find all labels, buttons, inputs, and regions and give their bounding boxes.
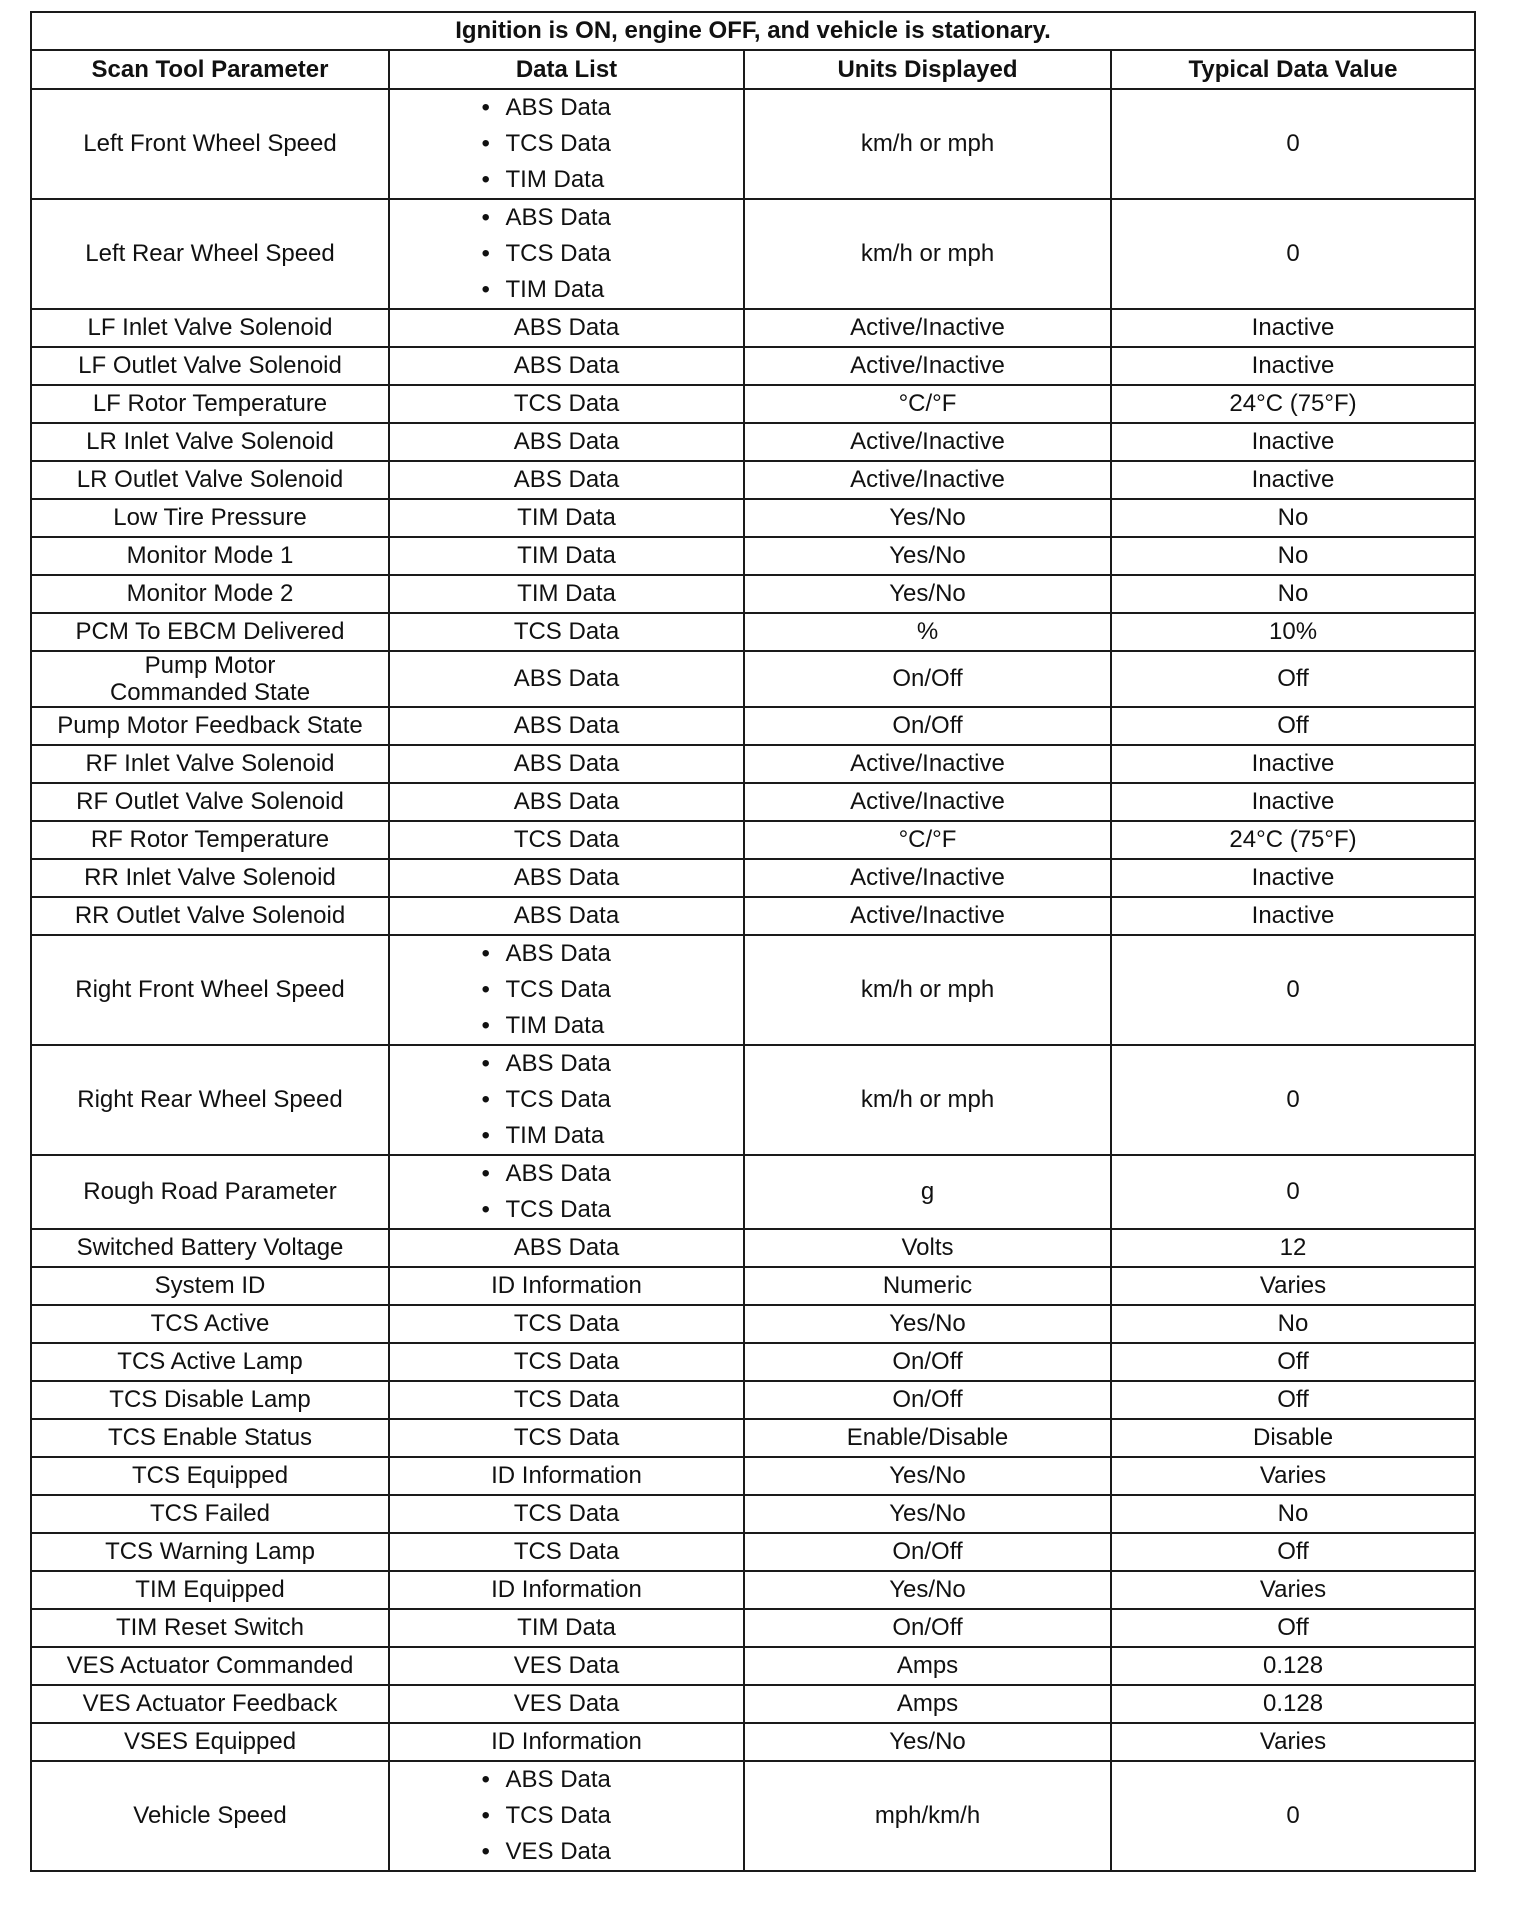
table-row — [31, 651, 1475, 707]
table-row — [31, 1723, 1475, 1761]
parameter-cell: Vehicle Speed — [31, 1761, 389, 1871]
units-cell: km/h or mph — [744, 199, 1111, 309]
table-row — [31, 1343, 1475, 1381]
data-list-cell: ABS Data — [389, 897, 744, 935]
parameter-cell: Right Front Wheel Speed — [31, 935, 389, 1045]
parameter-cell: VES Actuator Feedback — [31, 1685, 389, 1723]
parameter-cell: LR Inlet Valve Solenoid — [31, 423, 389, 461]
data-list-cell: TCS Data — [389, 1305, 744, 1343]
units-cell: On/Off — [744, 1609, 1111, 1647]
data-list-cell: TCS Data — [389, 1419, 744, 1457]
data-list-cell: TIM Data — [389, 1609, 744, 1647]
parameter-cell: Monitor Mode 1 — [31, 537, 389, 575]
typical-value-cell: Inactive — [1111, 859, 1475, 897]
data-list-item: • ABS Data — [482, 90, 652, 126]
data-list-item: • ABS Data — [482, 936, 652, 972]
table-row — [31, 461, 1475, 499]
parameter-cell: Monitor Mode 2 — [31, 575, 389, 613]
data-list-cell — [389, 1155, 744, 1229]
data-list-cell: TCS Data — [389, 385, 744, 423]
parameter-cell: VES Actuator Commanded — [31, 1647, 389, 1685]
data-list-item: • ABS Data — [482, 1156, 652, 1192]
typical-value-cell: Off — [1111, 707, 1475, 745]
data-list-cell: VES Data — [389, 1647, 744, 1685]
units-cell: Yes/No — [744, 1305, 1111, 1343]
units-cell: Amps — [744, 1647, 1111, 1685]
data-list-cell — [389, 1045, 744, 1155]
table-row — [31, 385, 1475, 423]
typical-value-cell: Inactive — [1111, 745, 1475, 783]
data-list-cell: TCS Data — [389, 1343, 744, 1381]
units-cell: Active/Inactive — [744, 461, 1111, 499]
table-body — [31, 89, 1475, 1871]
units-cell: On/Off — [744, 1381, 1111, 1419]
parameter-cell: System ID — [31, 1267, 389, 1305]
units-cell: % — [744, 613, 1111, 651]
table-row — [31, 575, 1475, 613]
data-list-items — [482, 1156, 652, 1228]
table-row — [31, 1609, 1475, 1647]
units-cell: km/h or mph — [744, 1045, 1111, 1155]
table-row — [31, 1457, 1475, 1495]
table-row — [31, 1495, 1475, 1533]
table-row — [31, 1381, 1475, 1419]
units-cell: Yes/No — [744, 575, 1111, 613]
data-list-cell: TIM Data — [389, 537, 744, 575]
typical-value-cell: Inactive — [1111, 461, 1475, 499]
units-cell: On/Off — [744, 707, 1111, 745]
table-row — [31, 707, 1475, 745]
units-cell: °C/°F — [744, 385, 1111, 423]
data-list-cell — [389, 199, 744, 309]
table-row — [31, 1267, 1475, 1305]
parameter-cell: Left Rear Wheel Speed — [31, 199, 389, 309]
units-cell: Yes/No — [744, 499, 1111, 537]
typical-value-cell: Inactive — [1111, 309, 1475, 347]
data-list-item: • ABS Data — [482, 200, 652, 236]
typical-value-cell: 0 — [1111, 199, 1475, 309]
typical-value-cell: Inactive — [1111, 783, 1475, 821]
parameter-cell: Rough Road Parameter — [31, 1155, 389, 1229]
data-list-cell: TCS Data — [389, 1381, 744, 1419]
typical-value-cell: 0 — [1111, 1045, 1475, 1155]
table-row — [31, 1533, 1475, 1571]
parameter-cell: TCS Active Lamp — [31, 1343, 389, 1381]
data-list-cell: ID Information — [389, 1723, 744, 1761]
parameter-cell: TCS Equipped — [31, 1457, 389, 1495]
table-row — [31, 1045, 1475, 1155]
table-row — [31, 745, 1475, 783]
data-list-items — [482, 200, 652, 308]
table-row — [31, 347, 1475, 385]
table-row — [31, 613, 1475, 651]
data-list-cell — [389, 89, 744, 199]
data-list-cell: TCS Data — [389, 1495, 744, 1533]
typical-value-cell: 0.128 — [1111, 1647, 1475, 1685]
units-cell: mph/km/h — [744, 1761, 1111, 1871]
typical-value-cell: Inactive — [1111, 347, 1475, 385]
parameter-cell: LF Rotor Temperature — [31, 385, 389, 423]
units-cell: On/Off — [744, 1533, 1111, 1571]
table-title: Ignition is ON, engine OFF, and vehicle is stationary. — [31, 12, 1475, 50]
data-list-item: • TCS Data — [482, 126, 652, 162]
table-row — [31, 935, 1475, 1045]
parameter-cell: LF Inlet Valve Solenoid — [31, 309, 389, 347]
typical-value-cell: No — [1111, 1495, 1475, 1533]
table-row — [31, 1761, 1475, 1871]
parameter-cell: TCS Active — [31, 1305, 389, 1343]
units-cell: Active/Inactive — [744, 309, 1111, 347]
data-list-item: • TIM Data — [482, 272, 652, 308]
parameter-cell: TCS Enable Status — [31, 1419, 389, 1457]
header-typical-data-value: Typical Data Value — [1111, 50, 1475, 89]
units-cell: Volts — [744, 1229, 1111, 1267]
data-list-cell: ABS Data — [389, 309, 744, 347]
data-list-cell: ABS Data — [389, 423, 744, 461]
table-row — [31, 89, 1475, 199]
parameter-cell: TCS Warning Lamp — [31, 1533, 389, 1571]
typical-value-cell: Off — [1111, 1343, 1475, 1381]
units-cell: On/Off — [744, 1343, 1111, 1381]
data-list-item: • TIM Data — [482, 162, 652, 198]
data-list-cell: ABS Data — [389, 745, 744, 783]
header-scan-tool-parameter: Scan Tool Parameter — [31, 50, 389, 89]
table-row — [31, 1685, 1475, 1723]
typical-value-cell: Inactive — [1111, 897, 1475, 935]
data-list-cell — [389, 935, 744, 1045]
data-list-item: • TCS Data — [482, 1798, 652, 1834]
units-cell: °C/°F — [744, 821, 1111, 859]
table-title-row — [31, 12, 1475, 50]
table-row — [31, 897, 1475, 935]
parameter-cell: RF Outlet Valve Solenoid — [31, 783, 389, 821]
parameter-cell: LF Outlet Valve Solenoid — [31, 347, 389, 385]
data-list-items — [482, 1046, 652, 1154]
units-cell: Active/Inactive — [744, 783, 1111, 821]
table-row — [31, 1571, 1475, 1609]
parameter-cell: VSES Equipped — [31, 1723, 389, 1761]
typical-value-cell: No — [1111, 575, 1475, 613]
units-cell: Yes/No — [744, 537, 1111, 575]
table-row — [31, 1229, 1475, 1267]
typical-value-cell: Varies — [1111, 1457, 1475, 1495]
typical-value-cell: Off — [1111, 1609, 1475, 1647]
table-row — [31, 199, 1475, 309]
data-list-cell: TCS Data — [389, 821, 744, 859]
typical-value-cell: 0 — [1111, 935, 1475, 1045]
data-list-cell: ID Information — [389, 1267, 744, 1305]
typical-value-cell: Disable — [1111, 1419, 1475, 1457]
typical-value-cell: Off — [1111, 651, 1475, 707]
units-cell: Yes/No — [744, 1495, 1111, 1533]
table-row — [31, 1305, 1475, 1343]
header-units-displayed: Units Displayed — [744, 50, 1111, 89]
header-data-list: Data List — [389, 50, 744, 89]
parameter-cell: TIM Equipped — [31, 1571, 389, 1609]
data-list-item: • TCS Data — [482, 1192, 652, 1228]
units-cell: Active/Inactive — [744, 423, 1111, 461]
typical-value-cell: 0.128 — [1111, 1685, 1475, 1723]
units-cell: km/h or mph — [744, 935, 1111, 1045]
parameter-cell: TIM Reset Switch — [31, 1609, 389, 1647]
data-list-item: • ABS Data — [482, 1046, 652, 1082]
typical-value-cell: 24°C (75°F) — [1111, 821, 1475, 859]
table-row — [31, 1419, 1475, 1457]
typical-value-cell: 0 — [1111, 1155, 1475, 1229]
parameter-cell: TCS Failed — [31, 1495, 389, 1533]
typical-value-cell: 0 — [1111, 1761, 1475, 1871]
typical-value-cell: Off — [1111, 1533, 1475, 1571]
data-list-items — [482, 1762, 652, 1870]
parameter-cell: RR Inlet Valve Solenoid — [31, 859, 389, 897]
data-list-cell: ABS Data — [389, 707, 744, 745]
data-list-item: • TIM Data — [482, 1118, 652, 1154]
typical-value-cell: 12 — [1111, 1229, 1475, 1267]
table-row — [31, 1647, 1475, 1685]
data-list-cell: ABS Data — [389, 651, 744, 707]
data-list-item: • VES Data — [482, 1834, 652, 1870]
parameter-cell: Pump Motor Feedback State — [31, 707, 389, 745]
units-cell: Active/Inactive — [744, 745, 1111, 783]
units-cell: Numeric — [744, 1267, 1111, 1305]
parameter-cell: RR Outlet Valve Solenoid — [31, 897, 389, 935]
typical-value-cell: 0 — [1111, 89, 1475, 199]
data-list-cell — [389, 1761, 744, 1871]
units-cell: Yes/No — [744, 1571, 1111, 1609]
scan-tool-data-table — [30, 11, 1476, 1872]
units-cell: Amps — [744, 1685, 1111, 1723]
data-list-item: • TCS Data — [482, 236, 652, 272]
parameter-cell: Left Front Wheel Speed — [31, 89, 389, 199]
data-list-cell: ID Information — [389, 1571, 744, 1609]
table-row — [31, 309, 1475, 347]
typical-value-cell: Inactive — [1111, 423, 1475, 461]
typical-value-cell: Varies — [1111, 1267, 1475, 1305]
table-header-row — [31, 50, 1475, 89]
units-cell: Active/Inactive — [744, 897, 1111, 935]
data-list-cell: ABS Data — [389, 1229, 744, 1267]
parameter-cell: Pump Motor Commanded State — [31, 651, 389, 707]
typical-value-cell: No — [1111, 1305, 1475, 1343]
table-row — [31, 1155, 1475, 1229]
units-cell: Enable/Disable — [744, 1419, 1111, 1457]
units-cell: Yes/No — [744, 1457, 1111, 1495]
parameter-cell: TCS Disable Lamp — [31, 1381, 389, 1419]
typical-value-cell: 10% — [1111, 613, 1475, 651]
typical-value-cell: Varies — [1111, 1571, 1475, 1609]
parameter-cell: RF Inlet Valve Solenoid — [31, 745, 389, 783]
typical-value-cell: 24°C (75°F) — [1111, 385, 1475, 423]
typical-value-cell: No — [1111, 499, 1475, 537]
parameter-cell: PCM To EBCM Delivered — [31, 613, 389, 651]
parameter-cell: LR Outlet Valve Solenoid — [31, 461, 389, 499]
parameter-cell: Switched Battery Voltage — [31, 1229, 389, 1267]
data-list-cell: TCS Data — [389, 1533, 744, 1571]
data-list-cell: ABS Data — [389, 461, 744, 499]
data-list-cell: ABS Data — [389, 859, 744, 897]
typical-value-cell: Off — [1111, 1381, 1475, 1419]
parameter-cell: Low Tire Pressure — [31, 499, 389, 537]
typical-value-cell: No — [1111, 537, 1475, 575]
data-list-cell: ABS Data — [389, 783, 744, 821]
table-row — [31, 783, 1475, 821]
table-row — [31, 859, 1475, 897]
units-cell: Active/Inactive — [744, 347, 1111, 385]
data-list-item: • ABS Data — [482, 1762, 652, 1798]
table-row — [31, 821, 1475, 859]
parameter-cell: Right Rear Wheel Speed — [31, 1045, 389, 1155]
units-cell: km/h or mph — [744, 89, 1111, 199]
data-list-item: • TCS Data — [482, 1082, 652, 1118]
typical-value-cell: Varies — [1111, 1723, 1475, 1761]
data-list-cell: TIM Data — [389, 575, 744, 613]
data-list-cell: TIM Data — [389, 499, 744, 537]
data-list-cell: VES Data — [389, 1685, 744, 1723]
units-cell: On/Off — [744, 651, 1111, 707]
data-list-item: • TIM Data — [482, 1008, 652, 1044]
data-list-items — [482, 936, 652, 1044]
data-list-cell: TCS Data — [389, 613, 744, 651]
units-cell: Yes/No — [744, 1723, 1111, 1761]
data-list-cell: ABS Data — [389, 347, 744, 385]
units-cell: Active/Inactive — [744, 859, 1111, 897]
table-row — [31, 423, 1475, 461]
data-list-items — [482, 90, 652, 198]
table-row — [31, 537, 1475, 575]
units-cell: g — [744, 1155, 1111, 1229]
table-row — [31, 499, 1475, 537]
data-list-cell: ID Information — [389, 1457, 744, 1495]
parameter-cell: RF Rotor Temperature — [31, 821, 389, 859]
data-list-item: • TCS Data — [482, 972, 652, 1008]
